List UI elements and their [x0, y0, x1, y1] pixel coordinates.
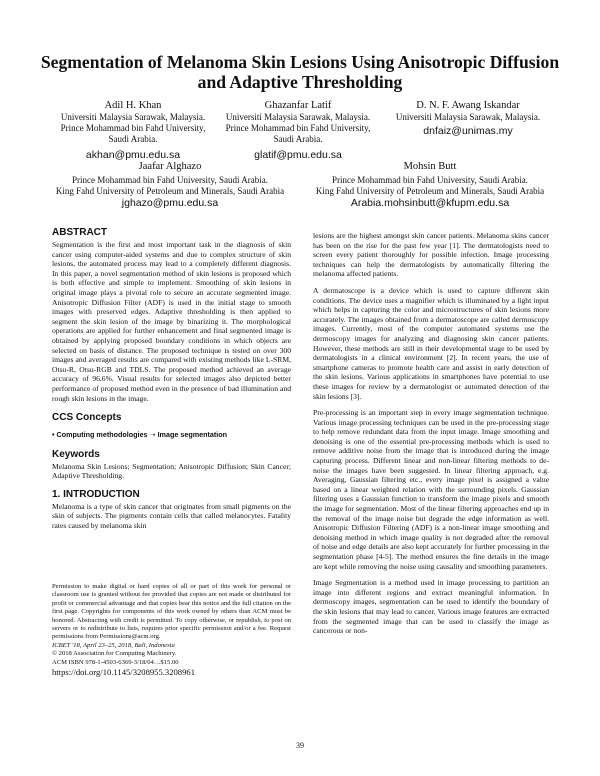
- abstract-text: Segmentation is the first and most important task in the diagnosis of skin cancer using computer-aided systems and due to complex structure of skin lesions, the automated process may lead to a completely different diagnosis. In this paper, a novel segmentation method of skin lesions is proposed which is both effective and simple to implement. Smoothing of skin lesions in original image plays a pivotal role to secure an accurate segmented image. Anisotropic Diffusion Filter (ADF) is used in the initial stage to smooth images with preserved edges. Adaptive thresholding is then applied to segment the skin lesion of the image by binarizing it. The morphological operations are applied for further enhancement and final segmented image is obtained by applying proposed boundary conditions in which objects are selected on basis of distance. The proposed technique is tested on over 300 images and averaged results are compared with existing methods like L-SRM, Otsu-R, Otsu-RGB and TDLS. The proposed method achieved an average accuracy of 96.6%. Visual results for selected images also depicted better performance of proposed method even in the presence of bad illumination and rough skin lesions in the image.: [52, 240, 291, 403]
- permission-text: Permission to make digital or hard copies of all or part of this work for personal or classroom use is granted without fee provided that copies are not made or distributed for profit or commercial advantage and that copies bear this notice and the full citation on the first page. Copyrights for components of this work owned by others than ACM must be honored. Abstracting with credit is permitted. To copy otherwise, or republish, to post on servers or to redistribute to lists, requires prior specific permission and/or a fee. Request permissions from Permissions@acm.org.: [52, 583, 291, 641]
- page-number: 39: [296, 741, 304, 750]
- ccs-concepts: • Computing methodologies ➝ Image segmentation: [52, 430, 228, 440]
- isbn-line: ACM ISBN 978-1-4503-6369-3/18/04…$15.00: [52, 658, 179, 666]
- paper-title: Segmentation of Melanoma Skin Lesions Using Anisotropic Diffusion and Adaptive Thresholding: [40, 52, 560, 92]
- author-3: [388, 99, 548, 138]
- doi-link[interactable]: https://doi.org/10.1145/3208955.3208961: [52, 667, 195, 678]
- author-name: Ghazanfar Latif: [264, 100, 332, 111]
- author-name: Jaafar Alghazo: [138, 161, 202, 172]
- intro-heading: 1. INTRODUCTION: [52, 488, 140, 500]
- author-affiliation: King Fahd University of Petroleum and Minerals, Saudi Arabia: [55, 186, 285, 196]
- right-column: [313, 231, 549, 643]
- author-affiliation: Prince Mohammad bin Fahd University, Saudi Arabia.: [72, 175, 268, 185]
- paragraph: A dermatoscope is a device which is used to capture different skin conditions. The device uses a magnifier which is illuminated by a light input which helps in capturing the color and microstructures of skin lesions more accurately. The images obtained from a dermatoscope are called dermoscopy images. Currently, most of the computer automated systems use the dermoscopy images for analyzing and diagnosing skin cancer patients. However, these methods are still in their developmental stage to be used by dermatologists in a clinical environment [2]. In recent years, the use of smartphone cameras to promote health care and assist in early detection of the skin lesions. Various applications in smartphones have potential to use these images for review by a dermatologist or automated detection of the skin lesions [3].: [313, 285, 549, 401]
- paragraph: lesions are the highest amongst skin cancer patients. Melanoma skins cancer has been on the rise for the past few year [1]. The dermatologists need to screen every patient thoroughly for possible infection. Image processing techniques can help the dermatologists by automatically filtering the melanoma affected patients.: [313, 231, 549, 279]
- keywords-heading: Keywords: [52, 448, 100, 460]
- author-affiliation: Universiti Malaysia Sarawak, Malaysia.: [395, 112, 541, 122]
- author-4: [40, 160, 300, 210]
- left-column: [52, 227, 291, 538]
- author-affiliation: Universiti Malaysia Sarawak, Malaysia.: [225, 112, 371, 122]
- copyright-line: © 2018 Association for Computing Machinery.: [52, 650, 177, 658]
- author-name: Mohsin Butt: [403, 161, 457, 172]
- author-email: glatif@pmu.edu.sa: [254, 149, 342, 161]
- abstract-heading: ABSTRACT: [52, 227, 107, 238]
- intro-paragraph: Melanoma is a type of skin cancer that originates from small pigments on the skin of subjects. The pigments contain cells that called melanocytes. Fatality rates caused by melanoma skin: [52, 501, 291, 531]
- author-name: Adil H. Khan: [104, 100, 162, 111]
- paragraph: Image Segmentation is a method used in image processing to partition an image into different regions and extract meaningful information. In dermoscopy images, segmentation can be used to identify the boundary of the skin lesions that may lead to cancer. Various image features are extracted from the segmented image that can be used to classify the image as cancerous or non-: [313, 578, 549, 636]
- conference-line: ICBET '18, April 23–25, 2018, Bali, Indonesia: [52, 641, 175, 649]
- author-affiliation: King Fahd University of Petroleum and Minerals, Saudi Arabia: [315, 186, 545, 196]
- author-affiliation: Prince Mohammad bin Fahd University, Saudi Arabia.: [332, 175, 528, 185]
- author-email: jghazo@pmu.edu.sa: [121, 197, 219, 209]
- author-affiliation: Prince Mohammad bin Fahd University, Saudi Arabia.: [225, 123, 371, 144]
- author-2: [222, 99, 374, 162]
- keywords-text: Melanoma Skin Lesions; Segmentation; Anisotropic Diffusion; Skin Cancer; Adaptive Thresholding.: [52, 461, 291, 481]
- author-1: [58, 99, 208, 162]
- permission-block: [52, 583, 291, 677]
- author-5: [300, 160, 560, 210]
- paragraph: Pre-processing is an important step in every image segmentation technique. Various image processing techniques can be used in the pre-processing stage to help remove redundant data from the input image. Image smoothing and denoising is one of the essential pre-processing methods which is used to remove additive noise from the image that is introduced during the image capturing process. Different linear and non-linear filtering methods to de-noise the images have been suggested. In linear filtering approach, e.g. Averaging, Gaussian filtering etc., every image pixel is assigned a value based on a linear weighted relation with the surrounding pixels. Gaussian filtering uses a Gaussian function to transform the image pixels and smooth the image for segmentation. Most of the linear filtering approaches end up in the removal of the image noise but degrade the edge information as well. Anisotropic Diffusion Filtering (ADF) is a non-linear image smoothing and denoising method in which image quality is not degraded after the removal of noise and edge details are also kept accurately for further processing in the segmentation phase [4-5]. The method ensures the fine details in the image are kept while removing the noise using causality and smoothing parameters.: [313, 408, 549, 571]
- ccs-heading: CCS Concepts: [52, 412, 122, 424]
- author-email: akhan@pmu.edu.sa: [85, 149, 181, 161]
- author-affiliation: Universiti Malaysia Sarawak, Malaysia.: [60, 112, 206, 122]
- author-name: D. N. F. Awang Iskandar: [416, 100, 520, 111]
- author-affiliation: Prince Mohammad bin Fahd University, Saudi Arabia.: [60, 123, 206, 144]
- author-email: Arabia.mohsinbutt@kfupm.edu.sa: [350, 197, 510, 209]
- author-email: dnfaiz@unimas.my: [423, 125, 513, 137]
